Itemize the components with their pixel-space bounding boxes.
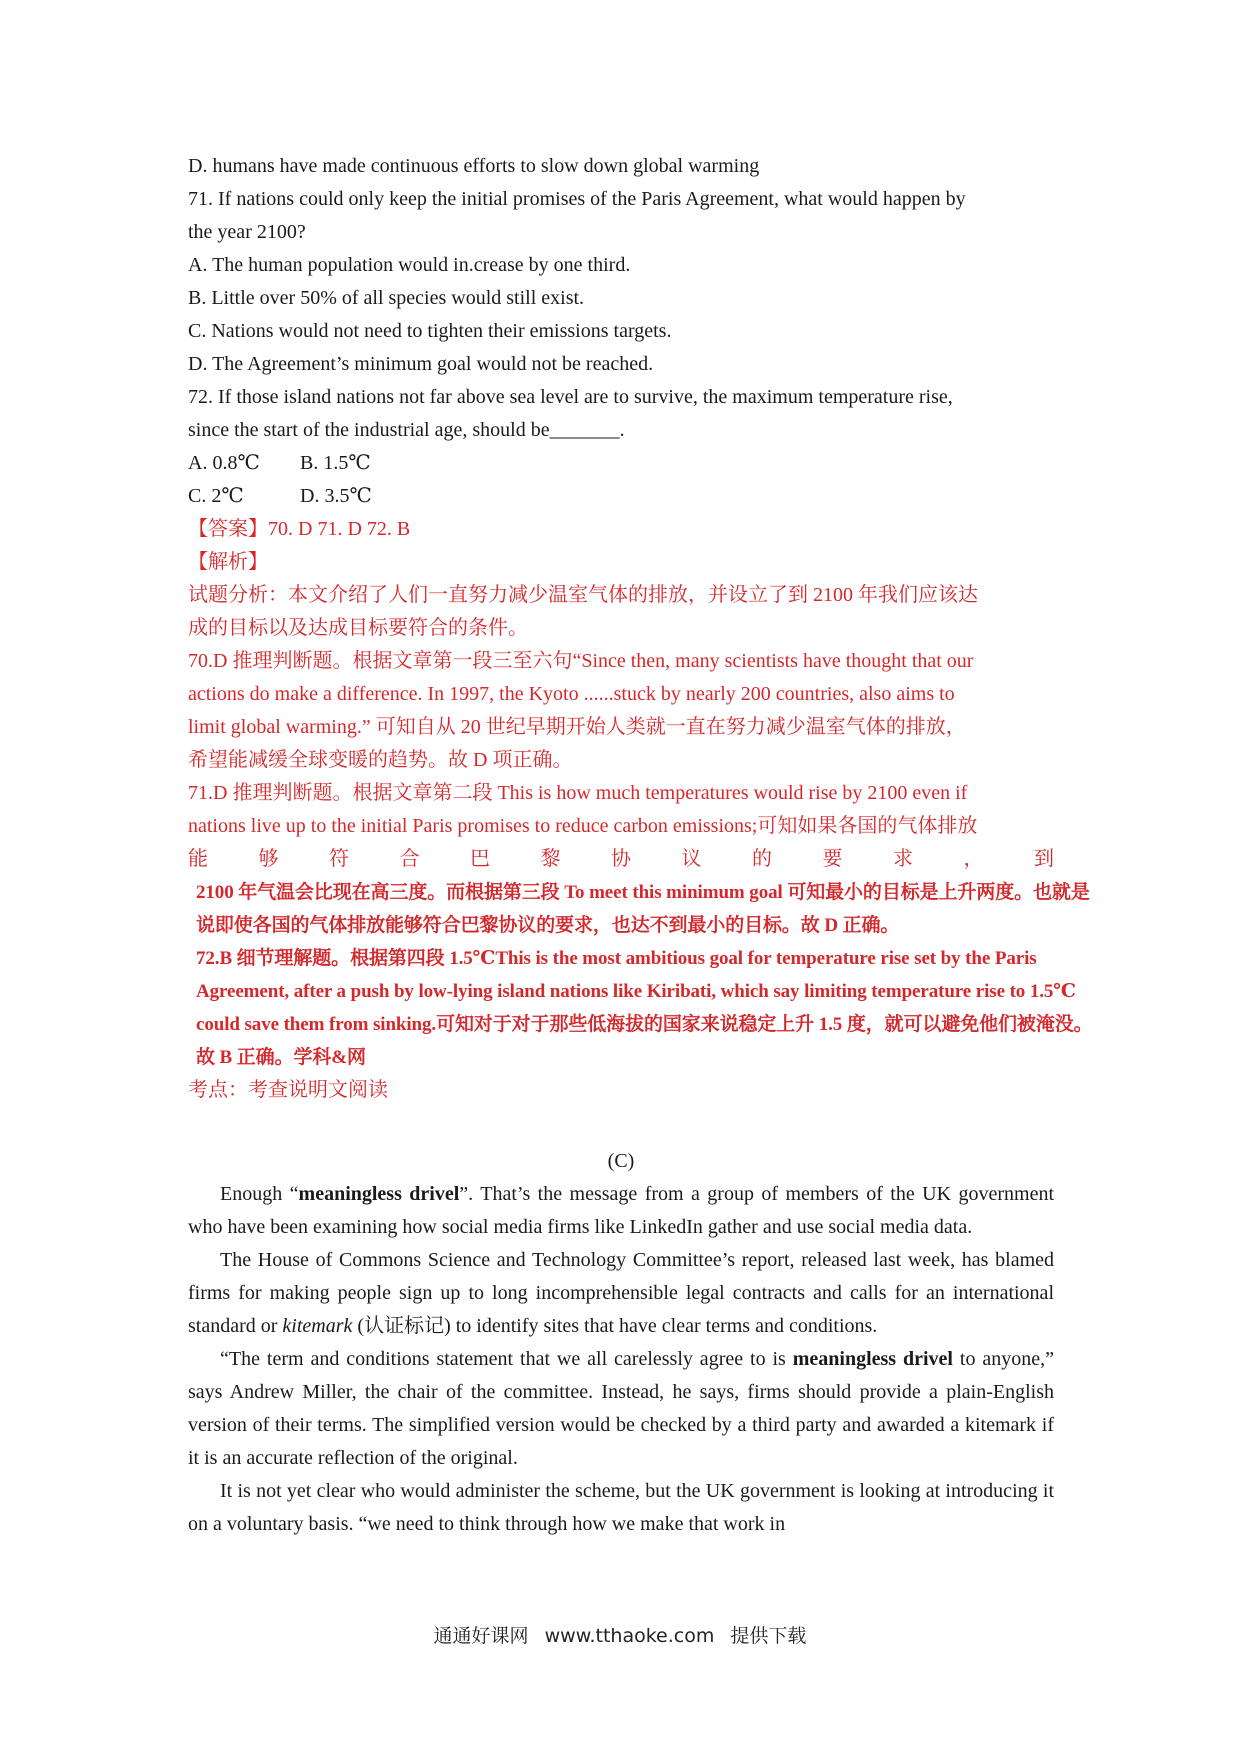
- q72-options-row-1: [188, 447, 1054, 480]
- bold-phrase: meaningless drivel: [298, 1183, 460, 1205]
- q70-option-d: D. humans have made continuous efforts to slow down global warming: [188, 155, 760, 177]
- footer-url: www.tthaoke.com: [544, 1625, 715, 1647]
- analysis-q72-line-3: could save them from sinking.可知对于对于那些低海拔的国家来说稳定上升 1.5 度，就可以避免他们被淹没。: [196, 1014, 1093, 1035]
- q71-option-c: C. Nations would not need to tighten their emissions targets.: [188, 320, 672, 342]
- spaced-char: 要: [822, 848, 843, 870]
- text-span: The House of Commons Science and Technology Committee’s report, released last week, has blamed firms for making people sign up to long incomprehensible legal contracts and calls for an international standard or: [188, 1249, 1054, 1337]
- q72-option-d: D. 3.5℃: [300, 485, 372, 507]
- q72-stem-line-2: since the start of the industrial age, should be_______.: [188, 419, 625, 441]
- analysis-summary-line-2: 成的目标以及达成目标要符合的条件。: [188, 617, 528, 639]
- q71-option-b: B. Little over 50% of all species would still exist.: [188, 287, 585, 309]
- analysis-summary-line-1: 试题分析：本文介绍了人们一直努力减少温室气体的排放，并设立了到 2100 年我们应该达: [188, 584, 978, 606]
- document-page: [188, 150, 1093, 1541]
- bold-phrase: meaningless drivel: [792, 1348, 953, 1370]
- text-span: (认证标记) to identify sites that have clear terms and conditions.: [352, 1315, 878, 1337]
- answer-line: [188, 513, 1054, 546]
- spaced-char: 黎: [540, 848, 561, 870]
- passage-c-paragraph-1: [188, 1178, 1054, 1244]
- analysis-q72-line-4: 故 B 正确。学科&网: [196, 1047, 366, 1068]
- q72-stem-line-1: 72. If those island nations not far above sea level are to survive, the maximum temperature rise,: [188, 386, 953, 408]
- text-span: “The term and conditions statement that we all carelessly agree to is: [220, 1348, 793, 1370]
- q71-option-a: A. The human population would in.crease by one third.: [188, 254, 631, 276]
- text-span: to anyone,” says Andrew Miller, the chair of the committee. Instead, he says, firms should provide a plain-English version of their terms. The simplified version would be checked by a third party and awarded a kitemark if it is an accurate reflection of the original.: [188, 1348, 1054, 1469]
- spaced-char: 协: [611, 848, 631, 870]
- text-span: ”. That’s the message from a group of members of the UK government who have been examining how social media firms like LinkedIn gather and use social media data.: [188, 1183, 1054, 1238]
- q72-option-c: C. 2℃: [188, 485, 244, 507]
- analysis-q70-line-2: actions do make a difference. In 1997, the Kyoto ......stuck by nearly 200 countries, also aims to: [188, 683, 955, 705]
- spaced-char: 巴: [470, 848, 490, 870]
- spaced-char: 合: [399, 848, 420, 870]
- analysis-q71-line-5: 说即使各国的气体排放能够符合巴黎协议的要求，也达不到最小的目标。故 D 正确。: [196, 915, 900, 936]
- analysis-q71-line-2: nations live up to the initial Paris promises to reduce carbon emissions;可知如果各国的气体排放: [188, 815, 978, 837]
- answer-label: 【答案】: [188, 518, 268, 540]
- footer-note: 提供下载: [730, 1625, 807, 1647]
- analysis-q72-line-2: Agreement, after a push by low-lying island nations like Kiribati, which say limiting temperature rise to 1.5℃: [196, 981, 1076, 1002]
- passage-c-heading: (C): [607, 1150, 635, 1172]
- passage-c-paragraph-4: It is not yet clear who would administer the scheme, but the UK government is looking at introducing it on a voluntary basis. “we need to think through how we make that work in: [188, 1480, 1054, 1535]
- analysis-q70-line-4: 希望能减缓全球变暖的趋势。故 D 项正确。: [188, 749, 573, 771]
- analysis-q70-line-1: 70.D 推理判断题。根据文章第一段三至六句“Since then, many scientists have thought that our: [188, 650, 974, 672]
- spaced-char: 够: [258, 848, 279, 870]
- passage-c-paragraph-2: [188, 1244, 1054, 1343]
- q72-options-row-2: [188, 480, 1054, 513]
- q71-stem-line-2: the year 2100?: [188, 221, 306, 243]
- text-span: Enough “: [220, 1183, 299, 1205]
- footer-site-name: 通通好课网: [433, 1625, 529, 1647]
- q72-option-b: B. 1.5℃: [300, 452, 371, 474]
- analysis-q71-line-4: 2100 年气温会比现在高三度。而根据第三段 To meet this minimum goal 可知最小的目标是上升两度。也就是: [196, 882, 1090, 903]
- italic-term: kitemark: [282, 1315, 353, 1337]
- spaced-char: 到: [1034, 848, 1054, 870]
- passage-c-paragraph-3: [188, 1343, 1054, 1475]
- answer-values: 70. D 71. D 72. B: [268, 518, 411, 540]
- analysis-label: 【解析】: [188, 551, 268, 573]
- q71-stem-line-1: 71. If nations could only keep the initial promises of the Paris Agreement, what would happen by: [188, 188, 966, 210]
- analysis-q70-line-3: limit global warming.” 可知自从 20 世纪早期开始人类就一直在努力减少温室气体的排放，: [188, 716, 966, 738]
- spaced-char: 求: [893, 848, 913, 870]
- analysis-q71-line-1: 71.D 推理判断题。根据文章第二段 This is how much temperatures would rise by 2100 even if: [188, 782, 968, 804]
- q72-option-a: A. 0.8℃: [188, 452, 260, 474]
- q71-option-d: D. The Agreement’s minimum goal would not be reached.: [188, 353, 654, 375]
- analysis-q72-line-1: 72.B 细节理解题。根据第四段 1.5℃This is the most ambitious goal for temperature rise set by the Paris: [196, 948, 1037, 969]
- analysis-point: 考点：考查说明文阅读: [188, 1079, 388, 1101]
- analysis-q71-line-3: [188, 843, 1054, 876]
- spaced-char: 的: [752, 848, 772, 870]
- spaced-char: 议: [681, 848, 702, 870]
- spaced-char: 能: [188, 848, 208, 870]
- spaced-char: ，: [963, 848, 984, 870]
- spaced-char: 符: [329, 848, 349, 870]
- page-footer: [0, 1621, 1240, 1648]
